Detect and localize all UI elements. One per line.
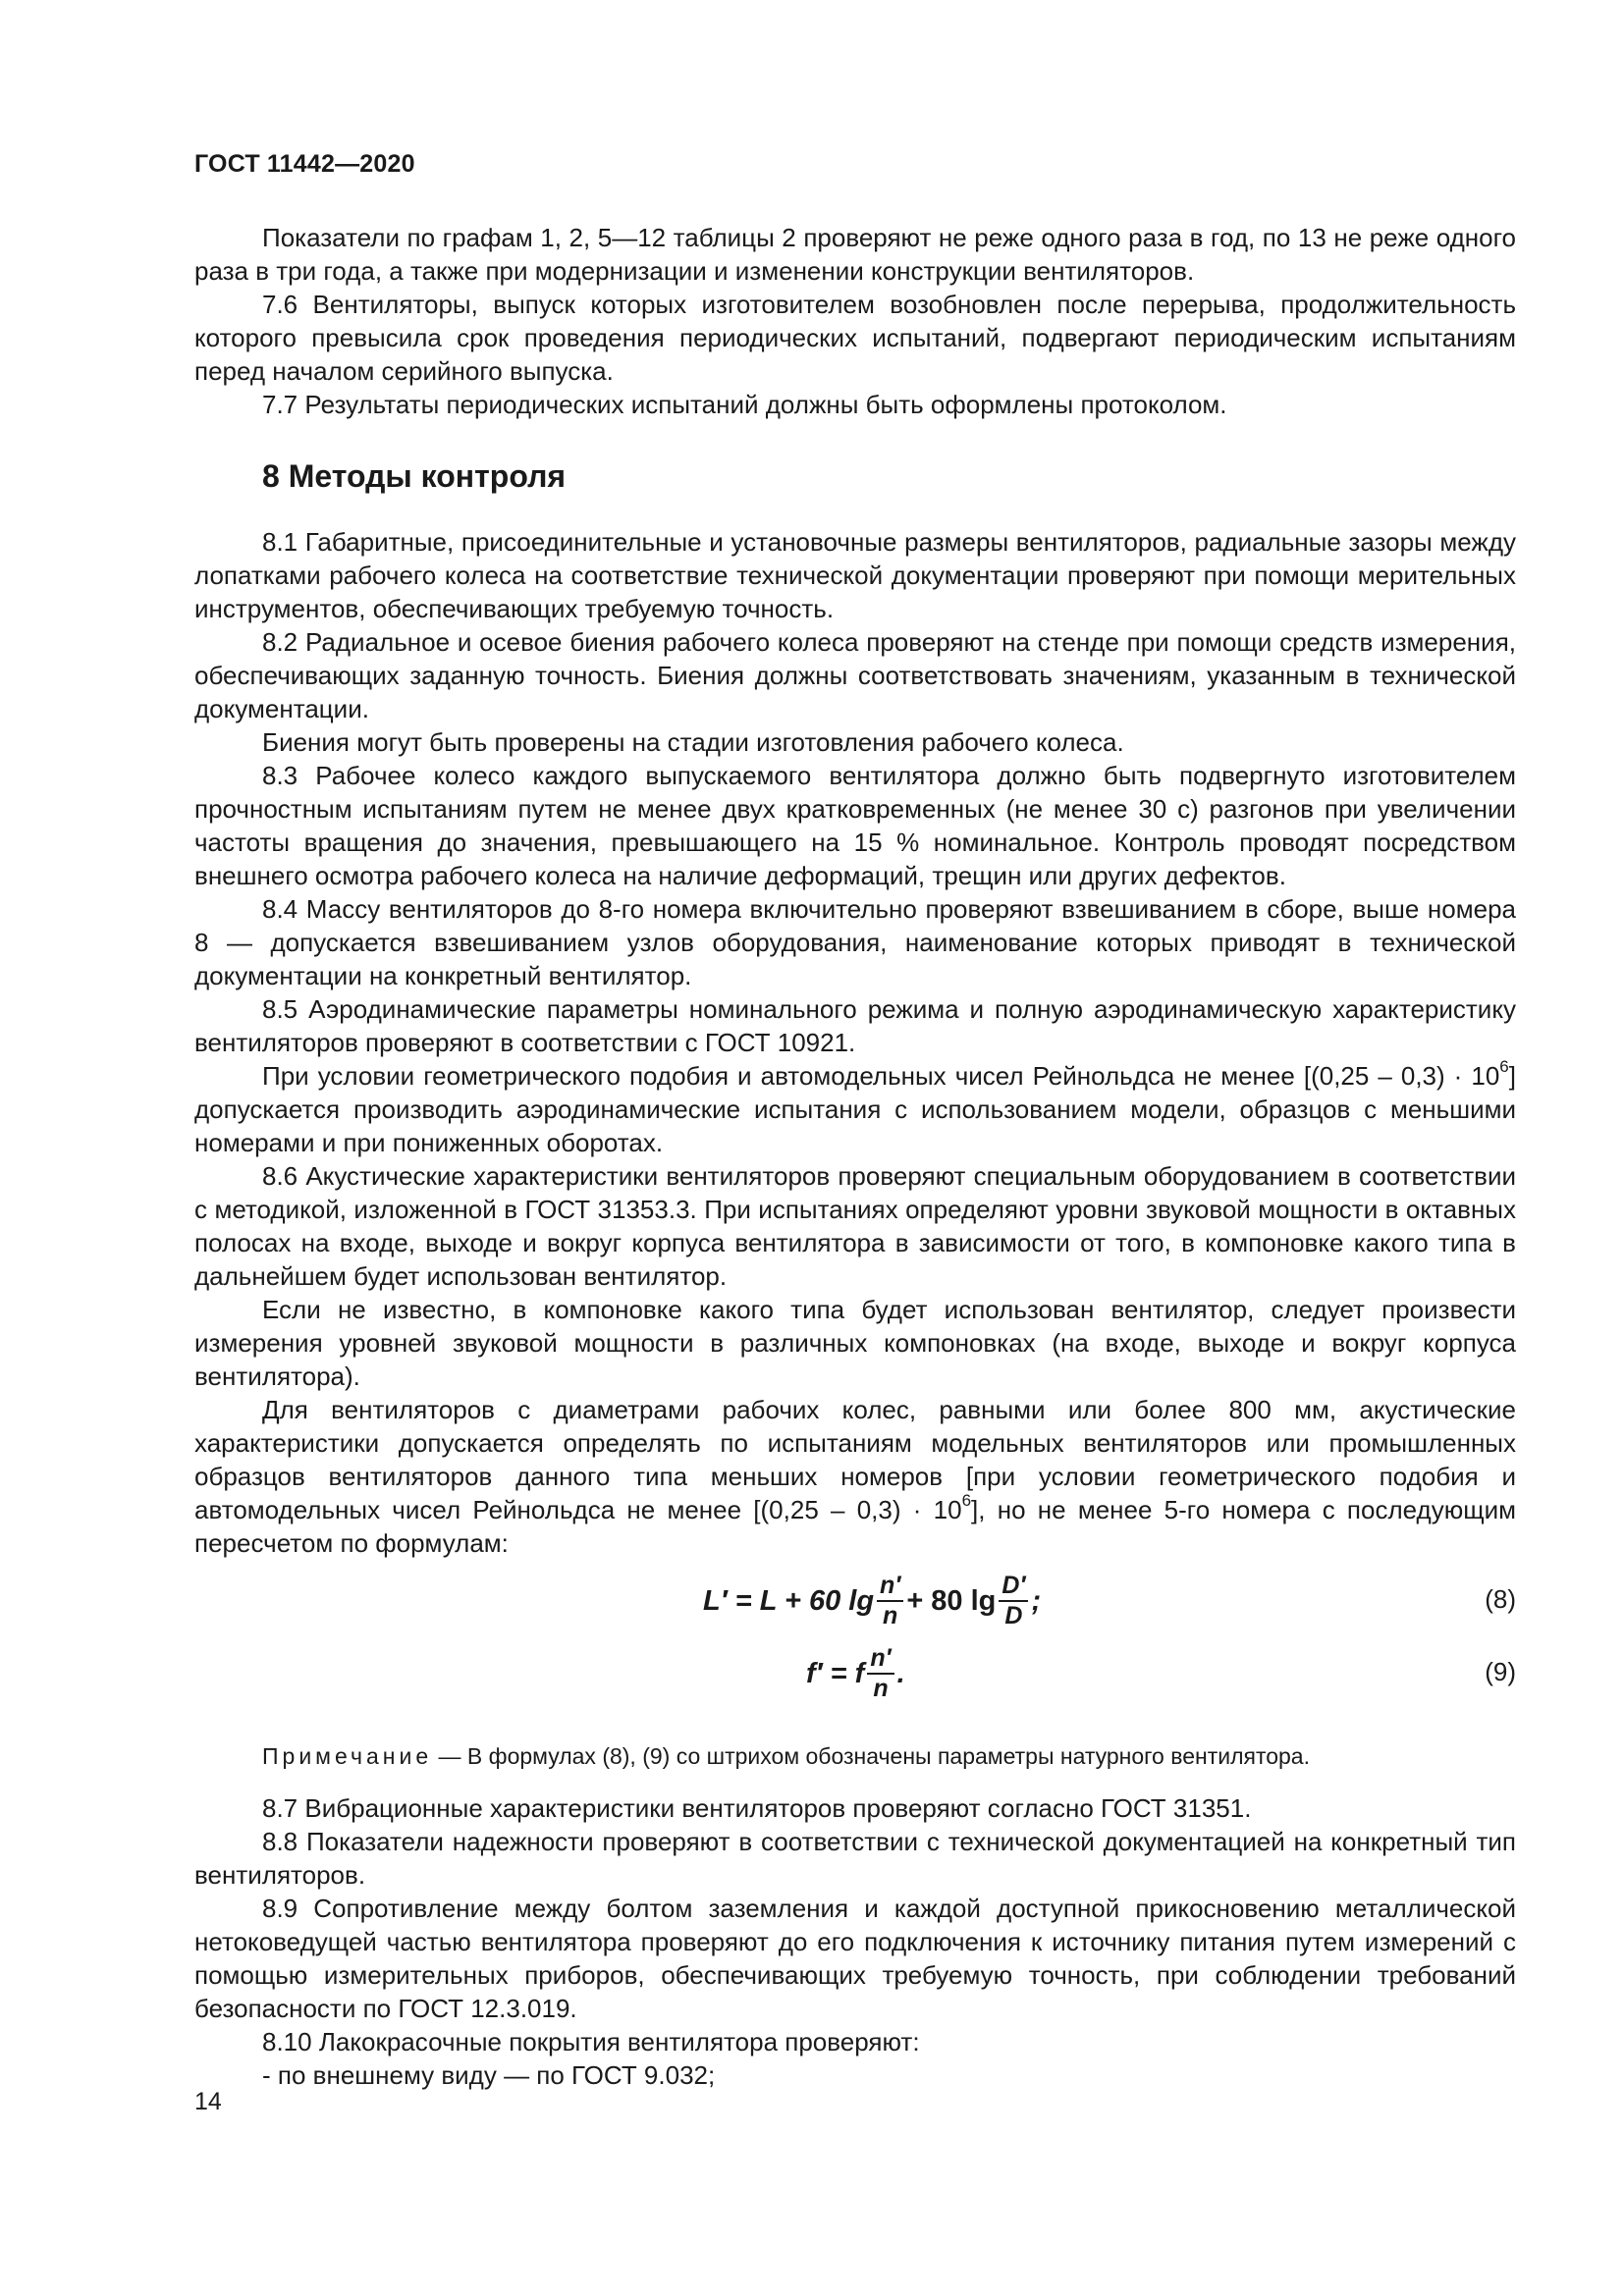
formula-9-number: (9) xyxy=(1485,1657,1516,1686)
paragraph-7-6: 7.6 Вентиляторы, выпуск которых изготовителем возобновлен после перерыва, продолжительность которого превысила срок проведения периодических испытаний, подвергают периодическим испытаниям перед началом серийного выпуска. xyxy=(194,290,1516,386)
formula-8-d-numerator: D′ xyxy=(999,1574,1028,1602)
formula-8-lhs: L′ = L + 60 lg xyxy=(703,1584,875,1617)
paragraph-8-6: 8.6 Акустические характеристики вентиляторов проверяют специальным оборудованием в соответствии с методикой, изложенной в ГОСТ 31353.3. При испытаниях определяют уровни звуковой мощности в октавных полосах на входе, выходе и вокруг корпуса вентилятора в зависимости от того, в компоновке какого типа в дальнейшем будет использован вентилятор. xyxy=(194,1161,1516,1291)
page-content xyxy=(194,221,1516,2092)
formula-9-denominator: n xyxy=(873,1675,889,1702)
formula-8-fraction-n xyxy=(877,1574,903,1629)
paragraph-7-7: 7.7 Результаты периодических испытаний должны быть оформлены протоколом. xyxy=(262,390,1227,419)
note xyxy=(194,1740,1516,1772)
formula-8-fraction-d xyxy=(999,1574,1028,1629)
paragraph-8-2: 8.2 Радиальное и осевое биения рабочего колеса проверяют на стенде при помощи средств измерения, обеспечивающих заданную точность. Биения должны соответствовать значениям, указанным в технической документации. xyxy=(194,627,1516,723)
formula-8-d-denominator: D xyxy=(1004,1602,1023,1629)
paragraph-8-8: 8.8 Показатели надежности проверяют в соответствии с технической документацией на конкретный тип вентиляторов. xyxy=(194,1827,1516,1890)
diameter-text-b: ], но не менее 5-го номера с последующим пересчетом по формулам: xyxy=(194,1495,1516,1558)
page-number: 14 xyxy=(194,2088,222,2115)
paragraph-8-3: 8.3 Рабочее колесо каждого выпускаемого вентилятора должно быть подвергнуто изготовителем прочностным испытаниям путем не менее двух кратковременных (не менее 30 с) разгонов при увеличении частоты вращения до значения, превышающего на 15 % номинальное. Контроль проводят посредством внешнего осмотра рабочего колеса на наличие деформаций, трещин или других дефектов. xyxy=(194,761,1516,890)
paragraph-large-diameter xyxy=(194,1393,1516,1560)
paragraph-8-9: 8.9 Сопротивление между болтом заземления и каждой доступной прикосновению металлической нетоковедущей частью вентилятора проверяют до его подключения к источнику питания путем измерений с помощью измерительных приборов, обеспечивающих требуемую точность, при соблюдении требований безопасности по ГОСТ 12.3.019. xyxy=(194,1894,1516,2023)
formula-9-fraction xyxy=(867,1646,893,1701)
paragraph-8-10: 8.10 Лакокрасочные покрытия вентилятора проверяют: xyxy=(262,2027,920,2056)
paragraph-indicators-frequency: Показатели по графам 1, 2, 5—12 таблицы 2 проверяют не реже одного раза в год, по 13 не реже одного раза в три года, а также при модернизации и изменении конструкции вентиляторов. xyxy=(194,223,1516,286)
similarity-text-a: При условии геометрического подобия и автомодельных чисел Рейнольдса не менее [(0,25 – 0,3) · 10 xyxy=(262,1061,1500,1091)
paragraph-8-7: 8.7 Вибрационные характеристики вентиляторов проверяют согласно ГОСТ 31351. xyxy=(262,1793,1252,1823)
similarity-exponent: 6 xyxy=(1499,1057,1509,1077)
note-text: — В формулах (8), (9) со штрихом обозначены параметры натурного вентилятора. xyxy=(432,1743,1310,1769)
formula-8-number: (8) xyxy=(1485,1584,1516,1614)
paragraph-8-1: 8.1 Габаритные, присоединительные и установочные размеры вентиляторов, радиальные зазоры между лопатками рабочего колеса на соответствие технической документации проверяют при помощи мерительных инструментов, обеспечивающих требуемую точность. xyxy=(194,527,1516,623)
formula-8 xyxy=(194,1566,1516,1636)
formula-9-lhs: f′ = f xyxy=(806,1657,865,1689)
paragraph-8-5: 8.5 Аэродинамические параметры номинального режима и полную аэродинамическую характеристику вентиляторов проверяют в соответствии с ГОСТ 10921. xyxy=(194,994,1516,1057)
diameter-exponent: 6 xyxy=(961,1491,972,1511)
section-title: 8 Методы контроля xyxy=(262,458,567,494)
paragraph-runout: Биения могут быть проверены на стадии изготовления рабочего колеса. xyxy=(262,727,1124,757)
formula-9 xyxy=(194,1638,1516,1709)
paragraph-8-4: 8.4 Массу вентиляторов до 8-го номера включительно проверяют взвешиванием в сборе, выше номера 8 — допускается взвешиванием узлов оборудования, наименование которых приводят в технической документации на конкретный вентилятор. xyxy=(194,894,1516,990)
paragraph-unknown-layout: Если не известно, в компоновке какого типа будет использован вентилятор, следует произвести измерения уровней звуковой мощности в различных компоновках (на входе, выходе и вокруг корпуса вентилятора). xyxy=(194,1295,1516,1391)
diameter-text-a: Для вентиляторов с диаметрами рабочих колес, равными или более 800 мм, акустические характеристики допускается определять по испытаниям модельных вентиляторов или промышленных образцов вентиляторов данного типа меньших номеров [при условии геометрического подобия и автомодельных чисел Рейнольдса не менее [(0,25 – 0,3) · 10 xyxy=(194,1395,1516,1524)
formula-8-n-numerator: n′ xyxy=(877,1574,903,1602)
document-header: ГОСТ 11442—2020 xyxy=(194,150,415,178)
formula-8-n-denominator: n xyxy=(883,1602,898,1629)
formula-8-mid: + 80 lg xyxy=(906,1584,997,1617)
list-item-appearance: - по внешнему виду — по ГОСТ 9.032; xyxy=(262,2060,716,2090)
formula-9-end: . xyxy=(896,1657,905,1689)
formula-8-end: ; xyxy=(1031,1584,1042,1617)
similarity-text-b: ] допускается производить аэродинамические испытания с использованием модели, образцов с меньшими номерами и при пониженных оборотах. xyxy=(194,1061,1516,1157)
note-label: Примечание xyxy=(262,1743,433,1769)
formula-9-numerator: n′ xyxy=(867,1646,893,1675)
paragraph-similarity xyxy=(194,1059,1516,1159)
